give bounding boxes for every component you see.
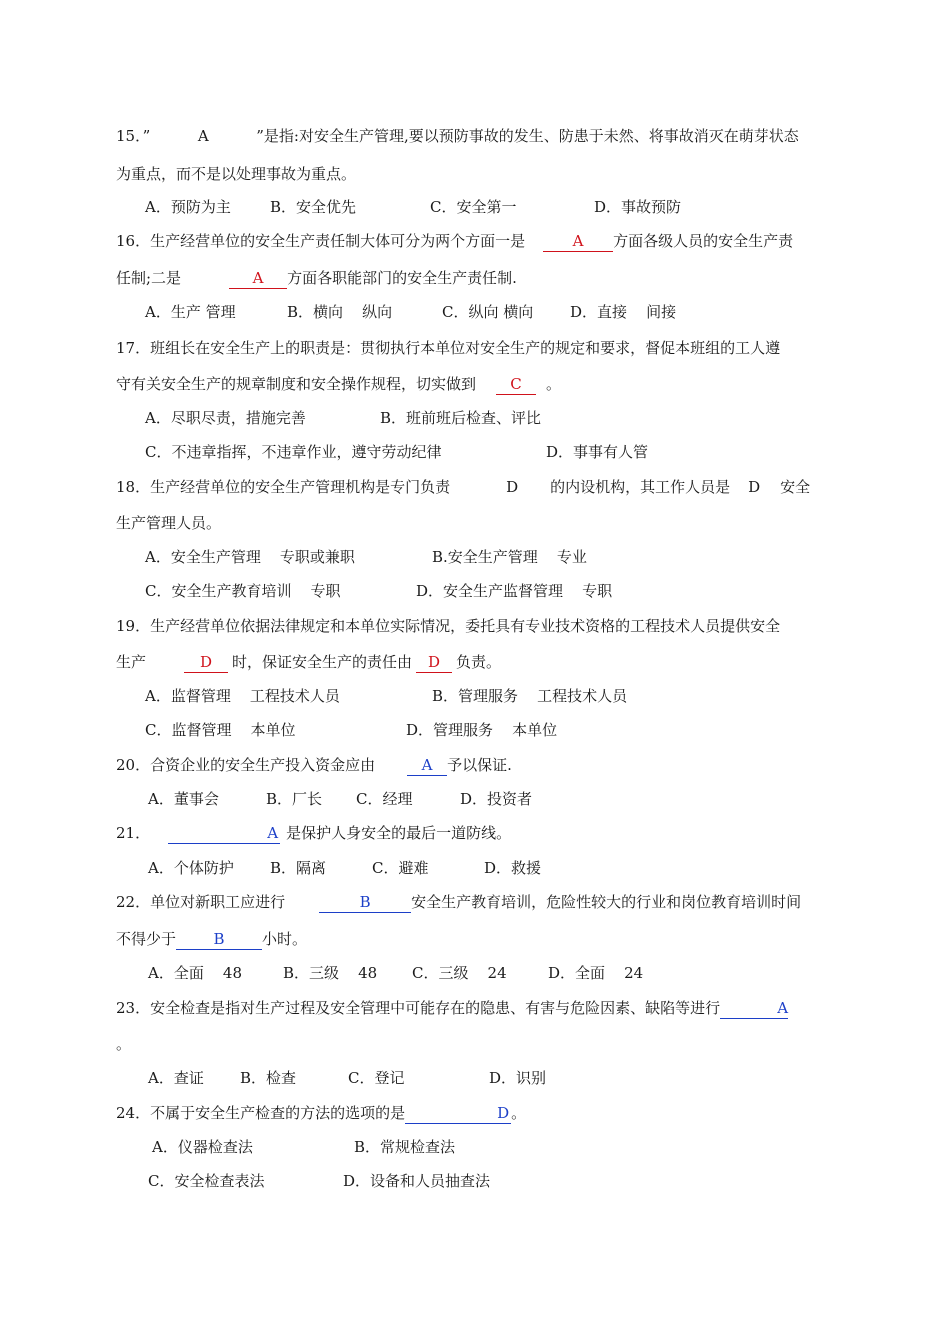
q17-option-d: D．事事有人管 xyxy=(546,443,649,461)
q22-option-c: C．三级 24 xyxy=(412,964,507,982)
q21-suffix: 是保护人身安全的最后一道防线。 xyxy=(286,824,512,842)
q21-option-a: A．个体防护 xyxy=(148,859,234,877)
q18-suffix: 安全 xyxy=(780,478,811,496)
q23-stem-line2: 。 xyxy=(116,1035,132,1053)
q18-mid: 的内设机构，其工作人员是 xyxy=(550,478,731,496)
q17-option-a: A．尽职尽责，措施完善 xyxy=(145,409,306,427)
q17-stem-line2 xyxy=(116,374,561,395)
q20-option-b: B．厂长 xyxy=(266,790,323,808)
q17-answer: C xyxy=(496,374,536,395)
q16-option-a: A．生产 管理 xyxy=(145,303,236,321)
q19-stem-line2 xyxy=(116,652,501,673)
q21-option-d: D．救援 xyxy=(484,859,542,877)
q16-suffix: 方面各级人员的安全生产责 xyxy=(613,232,794,250)
q15-prefix: 15．” xyxy=(116,127,151,145)
q22-line2-prefix: 不得少于 xyxy=(116,930,177,948)
q20-suffix: 予以保证. xyxy=(447,756,512,774)
q15-answer: A xyxy=(197,127,209,145)
q20-option-a: A．董事会 xyxy=(148,790,219,808)
q23-answer: A xyxy=(720,998,788,1019)
q21-option-b: B．隔离 xyxy=(270,859,327,877)
q15-suffix: ”是指:对安全生产管理,要以预防事故的发生、防患于未然、将事故消灭在萌芽状态 xyxy=(256,127,799,145)
q16-option-d: D．直接 间接 xyxy=(570,303,677,321)
q23-prefix: 23．安全检查是指对生产过程及安全管理中可能存在的隐患、有害与危险因素、缺陷等进行 xyxy=(116,999,721,1017)
q17-option-b: B．班前班后检查、评比 xyxy=(380,409,542,427)
q16-stem-line2 xyxy=(116,268,517,289)
q24-option-d: D．设备和人员抽查法 xyxy=(343,1172,491,1190)
q17-stem-line1: 17．班组长在安全生产上的职责是：贯彻执行本单位对安全生产的规定和要求，督促本班组的工人遵 xyxy=(116,339,781,357)
q19-answer-2: D xyxy=(416,652,452,673)
q20-option-d: D．投资者 xyxy=(460,790,533,808)
q18-stem-line1 xyxy=(116,477,810,497)
q18-answer-2: D xyxy=(748,478,761,496)
q20-stem-line1 xyxy=(116,755,512,776)
q15-option-a: A．预防为主 xyxy=(145,198,231,216)
q17-line2-prefix: 守有关安全生产的规章制度和安全操作规程，切实做到 xyxy=(116,375,477,393)
q18-option-d: D．安全生产监督管理 专职 xyxy=(416,582,613,600)
q15-option-b: B．安全优先 xyxy=(270,198,357,216)
q21-stem-line1 xyxy=(116,823,511,844)
q16-answer-1: A xyxy=(543,231,613,252)
q19-line2-mid: 时，保证安全生产的责任由 xyxy=(232,653,413,671)
q19-option-b: B．管理服务 工程技术人员 xyxy=(432,687,628,705)
q23-option-b: B．检查 xyxy=(240,1069,297,1087)
q22-answer-1: B xyxy=(319,892,411,913)
q16-line2-suffix: 方面各职能部门的安全生产责任制. xyxy=(287,269,517,287)
q19-line2-suffix: 负责。 xyxy=(456,653,502,671)
q18-answer-1: D xyxy=(506,478,519,496)
q24-option-a: A．仪器检查法 xyxy=(152,1138,253,1156)
q16-option-c: C．纵向 横向 xyxy=(442,303,534,321)
q22-option-b: B．三级 48 xyxy=(283,964,378,982)
q24-option-c: C．安全检查表法 xyxy=(148,1172,265,1190)
q22-stem-line2 xyxy=(116,929,307,950)
q19-option-d: D．管理服务 本单位 xyxy=(406,721,558,739)
q16-prefix: 16．生产经营单位的安全生产责任制大体可分为两个方面一是 xyxy=(116,232,526,250)
q15-stem-line2: 为重点，而不是以处理事故为重点。 xyxy=(116,165,357,183)
q20-answer: A xyxy=(407,755,447,776)
q22-suffix: 安全生产教育培训，危险性较大的行业和岗位教育培训时间 xyxy=(411,893,802,911)
q18-option-c: C．安全生产教育培训 专职 xyxy=(145,582,341,600)
q22-option-a: A．全面 48 xyxy=(148,964,242,982)
q21-answer: A xyxy=(168,823,280,844)
q19-option-a: A．监督管理 工程技术人员 xyxy=(145,687,340,705)
q23-stem-line1 xyxy=(116,998,788,1019)
q21-prefix: 21． xyxy=(116,824,151,842)
q23-option-c: C．登记 xyxy=(348,1069,405,1087)
q22-answer-2: B xyxy=(176,929,262,950)
q24-prefix: 24．不属于安全生产检查的方法的选项的是 xyxy=(116,1104,406,1122)
q19-answer-1: D xyxy=(184,652,228,673)
q22-stem-line1 xyxy=(116,892,801,913)
q18-option-a: A．安全生产管理 专职或兼职 xyxy=(145,548,355,566)
q20-option-c: C．经理 xyxy=(356,790,413,808)
q18-prefix: 18．生产经营单位的安全生产管理机构是专门负责 xyxy=(116,478,451,496)
q19-option-c: C．监督管理 本单位 xyxy=(145,721,296,739)
q22-prefix: 22．单位对新职工应进行 xyxy=(116,893,286,911)
q24-stem-line1 xyxy=(116,1103,526,1124)
q23-option-d: D．识别 xyxy=(489,1069,547,1087)
q24-option-b: B．常规检查法 xyxy=(354,1138,456,1156)
q15-option-d: D．事故预防 xyxy=(594,198,682,216)
q18-stem-line2: 生产管理人员。 xyxy=(116,514,222,532)
q15-option-c: C．安全第一 xyxy=(430,198,517,216)
q24-suffix: 。 xyxy=(511,1104,527,1122)
q15-stem-line1 xyxy=(116,126,799,146)
q17-option-c: C．不违章指挥，不违章作业，遵守劳动纪律 xyxy=(145,443,442,461)
q16-line2-prefix: 任制;二是 xyxy=(116,269,182,287)
q24-answer: D xyxy=(405,1103,511,1124)
q21-option-c: C．避难 xyxy=(372,859,429,877)
q22-line2-suffix: 小时。 xyxy=(262,930,308,948)
q18-option-b: B.安全生产管理 专业 xyxy=(432,548,587,566)
q19-line2-prefix: 生产 xyxy=(116,653,147,671)
q16-option-b: B．横向 纵向 xyxy=(287,303,393,321)
q16-answer-2: A xyxy=(229,268,287,289)
q22-option-d: D．全面 24 xyxy=(548,964,644,982)
q16-stem-line1 xyxy=(116,231,793,252)
q19-stem-line1: 19．生产经营单位依据法律规定和本单位实际情况，委托具有专业技术资格的工程技术人员提供安全 xyxy=(116,617,781,635)
q17-line2-suffix: 。 xyxy=(546,375,562,393)
q23-option-a: A．查证 xyxy=(148,1069,204,1087)
q20-prefix: 20．合资企业的安全生产投入资金应由 xyxy=(116,756,376,774)
